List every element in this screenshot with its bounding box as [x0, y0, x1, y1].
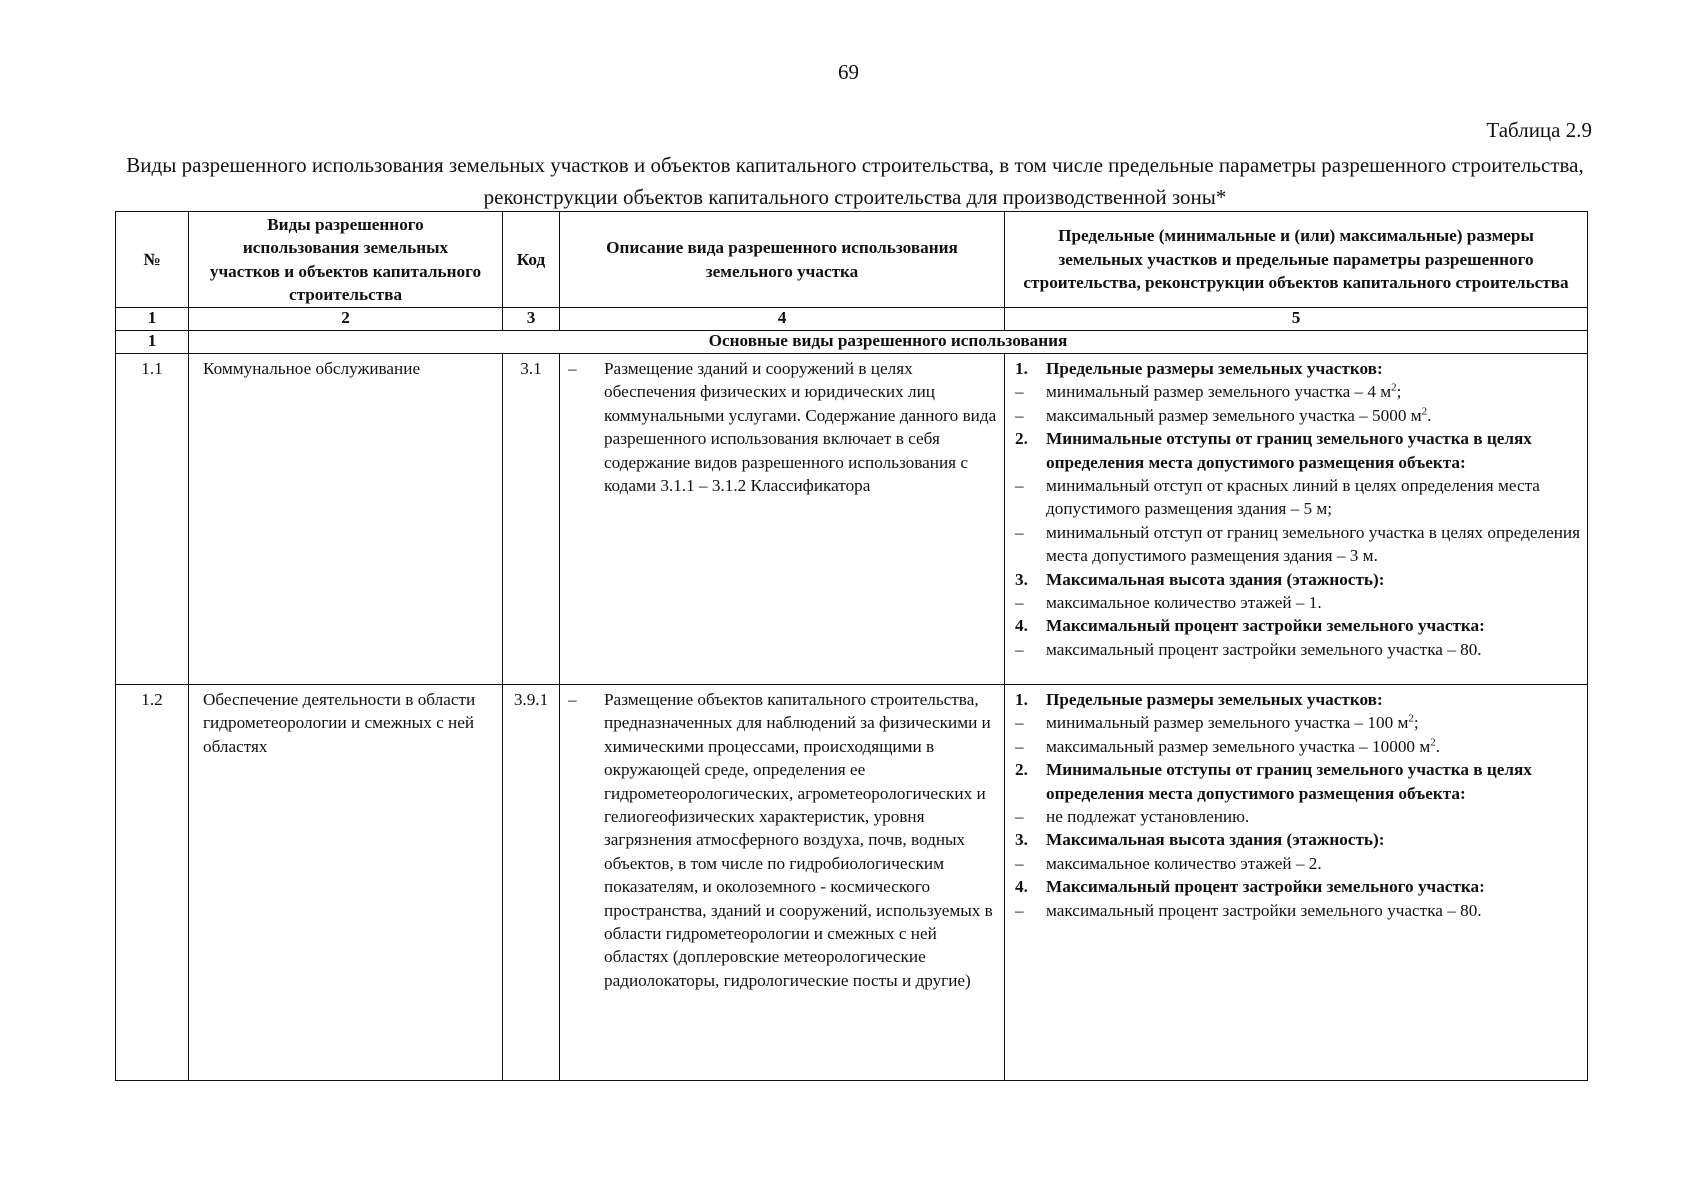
param-heading: Максимальный процент застройки земельного участка: — [1046, 616, 1485, 636]
header-row — [116, 212, 1588, 308]
dash-marker: – — [1015, 405, 1024, 425]
page-number: 69 — [838, 60, 859, 84]
param-heading: Максимальный процент застройки земельного участка: — [1046, 877, 1485, 897]
row-params — [1005, 685, 1588, 1081]
param-value: максимальное количество этажей – 2. — [1046, 853, 1322, 873]
description-text: Размещение зданий и сооружений в целях обеспечения физических и юридических лиц коммунальными услугами. Содержание данного вида разрешенного использования включает в себя содержание видов разрешенного использования с кодами 3.1.1 – 3.1.2 Классификатора — [604, 359, 997, 496]
param-heading: Максимальная высота здания (этажность): — [1046, 569, 1385, 589]
table-row — [116, 685, 1588, 1081]
table-row — [116, 354, 1588, 685]
row-name: Коммунальное обслуживание — [189, 354, 503, 685]
item-number: 3. — [1015, 569, 1028, 589]
column-number: 5 — [1005, 308, 1588, 331]
header-code: Код — [503, 212, 560, 308]
param-heading: Максимальная высота здания (этажность): — [1046, 830, 1385, 850]
section-num: 1 — [116, 331, 189, 354]
land-use-table — [115, 211, 1588, 1081]
section-row — [116, 331, 1588, 354]
column-number: 3 — [503, 308, 560, 331]
param-value: минимальный отступ от границ земельного участка в целях определения места допустимого размещения здания – 3 м. — [1046, 522, 1581, 566]
param-value: максимальный размер земельного участка – 5000 $м^2$. — [1046, 405, 1432, 425]
dash-marker: – — [1015, 853, 1024, 873]
dash-marker: – — [568, 690, 577, 709]
header-desc: Описание вида разрешенного использования земельного участка — [560, 212, 1005, 308]
dash-marker: – — [1015, 522, 1024, 542]
column-number: 2 — [189, 308, 503, 331]
param-value: минимальный размер земельного участка – 100 $м^2$; — [1046, 712, 1419, 733]
header-params: Предельные (минимальные и (или) максимальные) размеры земельных участков и предельные параметры разрешенного строительства, реконструкции объектов капитального строительства — [1005, 212, 1588, 308]
row-name: Обеспечение деятельности в области гидрометеорологии и смежных с ней областях — [189, 685, 503, 1081]
param-value: минимальный размер земельного участка – 4 $м^2$; — [1046, 381, 1402, 402]
param-heading: Минимальные отступы от границ земельного участка в целях определения места допустимого размещения объекта: — [1046, 429, 1532, 472]
row-num: 1.1 — [116, 354, 189, 685]
param-value: максимальный процент застройки земельного участка – 80. — [1046, 900, 1482, 920]
description-text: Размещение объектов капитального строительства, предназначенных для наблюдений за физическими и химическими процессами, происходящими в окружающей среде, определения ее гидрометеорологических, агрометеорологических и гелиогеофизических характеристик, уровня загрязнения атмосферного воздуха, почв, водных объектов, в том числе по гидробиологическим показателям, и околоземного - космического пространства, зданий и сооружений, используемых в области гидрометеорологии и смежных с ней областях (доплеровские метеорологические радиолокаторы, гидрологические посты и другие) — [604, 690, 993, 990]
item-number: 2. — [1015, 429, 1028, 449]
header-name: Виды разрешенного использования земельных участков и объектов капитального строительства — [189, 212, 503, 308]
param-heading: Предельные размеры земельных участков: — [1046, 359, 1383, 378]
param-heading: Предельные размеры земельных участков: — [1046, 690, 1383, 709]
dash-marker: – — [568, 359, 577, 378]
dash-marker: – — [1015, 382, 1024, 402]
dash-marker: – — [1015, 713, 1024, 733]
item-number: 2. — [1015, 760, 1028, 780]
param-heading: Минимальные отступы от границ земельного участка в целях определения места допустимого размещения объекта: — [1046, 760, 1532, 803]
item-number: 1. — [1015, 359, 1028, 378]
dash-marker: – — [1015, 593, 1024, 613]
row-description — [560, 354, 1005, 685]
table-title: Виды разрешенного использования земельных участков и объектов капитального строительства, в том числе предельные параметры разрешенного строительства, реконструкции объектов капитального строительства для производственной зоны* — [126, 153, 1584, 209]
item-number: 4. — [1015, 616, 1028, 636]
item-number: 4. — [1015, 877, 1028, 897]
column-number: 4 — [560, 308, 1005, 331]
param-value: максимальное количество этажей – 1. — [1046, 593, 1322, 613]
param-value: максимальный размер земельного участка – 10000 $м^2$. — [1046, 736, 1440, 756]
column-number-row — [116, 308, 1588, 331]
dash-marker: – — [1015, 807, 1024, 827]
row-code: 3.1 — [503, 354, 560, 685]
dash-marker: – — [1015, 736, 1024, 756]
param-value: не подлежат установлению. — [1046, 807, 1250, 827]
item-number: 1. — [1015, 690, 1028, 709]
row-params — [1005, 354, 1588, 685]
item-number: 3. — [1015, 830, 1028, 850]
row-description — [560, 685, 1005, 1081]
param-value: минимальный отступ от красных линий в целях определения места допустимого размещения здания – 5 м; — [1046, 476, 1540, 519]
dash-marker: – — [1015, 476, 1024, 496]
param-value: максимальный процент застройки земельного участка – 80. — [1046, 639, 1482, 659]
dash-marker: – — [1015, 900, 1024, 920]
column-number: 1 — [116, 308, 189, 331]
dash-marker: – — [1015, 639, 1024, 659]
row-num: 1.2 — [116, 685, 189, 1081]
row-code: 3.9.1 — [503, 685, 560, 1081]
section-title: Основные виды разрешенного использования — [189, 331, 1588, 354]
header-num: № — [116, 212, 189, 308]
table-label: Таблица 2.9 — [1486, 118, 1592, 142]
